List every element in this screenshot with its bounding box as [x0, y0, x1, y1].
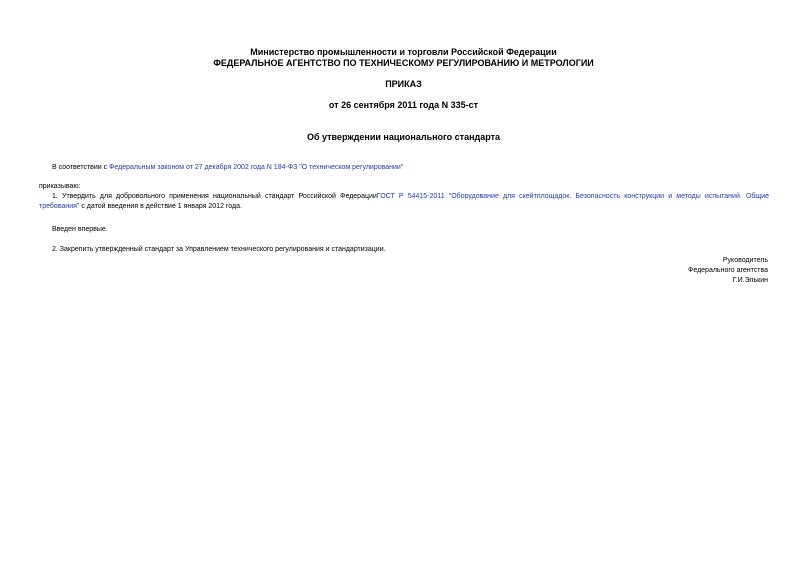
signature-title-line2: Федерального агентства	[688, 267, 768, 274]
signature-name: Г.И.Элькин	[732, 277, 768, 284]
paragraph-item-1-prefix: 1. Утвердить для добровольного применения национальный стандарт Российской Федерации	[52, 193, 377, 200]
paragraph-basis-prefix: В соответствии с	[52, 164, 110, 171]
paragraph-item-1-suffix: с датой введения в действие 1 января 2012 года.	[79, 203, 242, 210]
paragraph-item-2: 2. Закрепить утвержденный стандарт за Управлением технического регулирования и стандартизации.	[52, 246, 386, 253]
ministry-name: Министерство промышленности и торговли Российской Федерации	[250, 47, 557, 57]
document-date-number: от 26 сентября 2011 года N 335-ст	[328, 100, 479, 110]
signature-block	[688, 256, 768, 286]
federal-law-link[interactable]: Федеральным законом от 27 декабря 2002 года N 184-ФЗ "О техническом регулировании"	[109, 164, 404, 171]
paragraph-basis	[52, 163, 403, 173]
document-type: ПРИКАЗ	[385, 79, 422, 89]
paragraph-order: приказываю:	[39, 183, 81, 190]
paragraph-item-1	[39, 192, 769, 212]
paragraph-introduced: Введен впервые.	[52, 226, 108, 233]
gost-standard-link[interactable]: ГОСТ Р 54415-2011 "Оборудование для скейтплощадок. Безопасность конструкции и методы испытаний. Общие требования"	[39, 193, 769, 210]
agency-name: ФЕДЕРАЛЬНОЕ АГЕНТСТВО ПО ТЕХНИЧЕСКОМУ РЕГУЛИРОВАНИЮ И МЕТРОЛОГИИ	[213, 58, 594, 68]
signature-title-line1: Руководитель	[722, 257, 768, 264]
document-subject: Об утверждении национального стандарта	[306, 132, 501, 142]
